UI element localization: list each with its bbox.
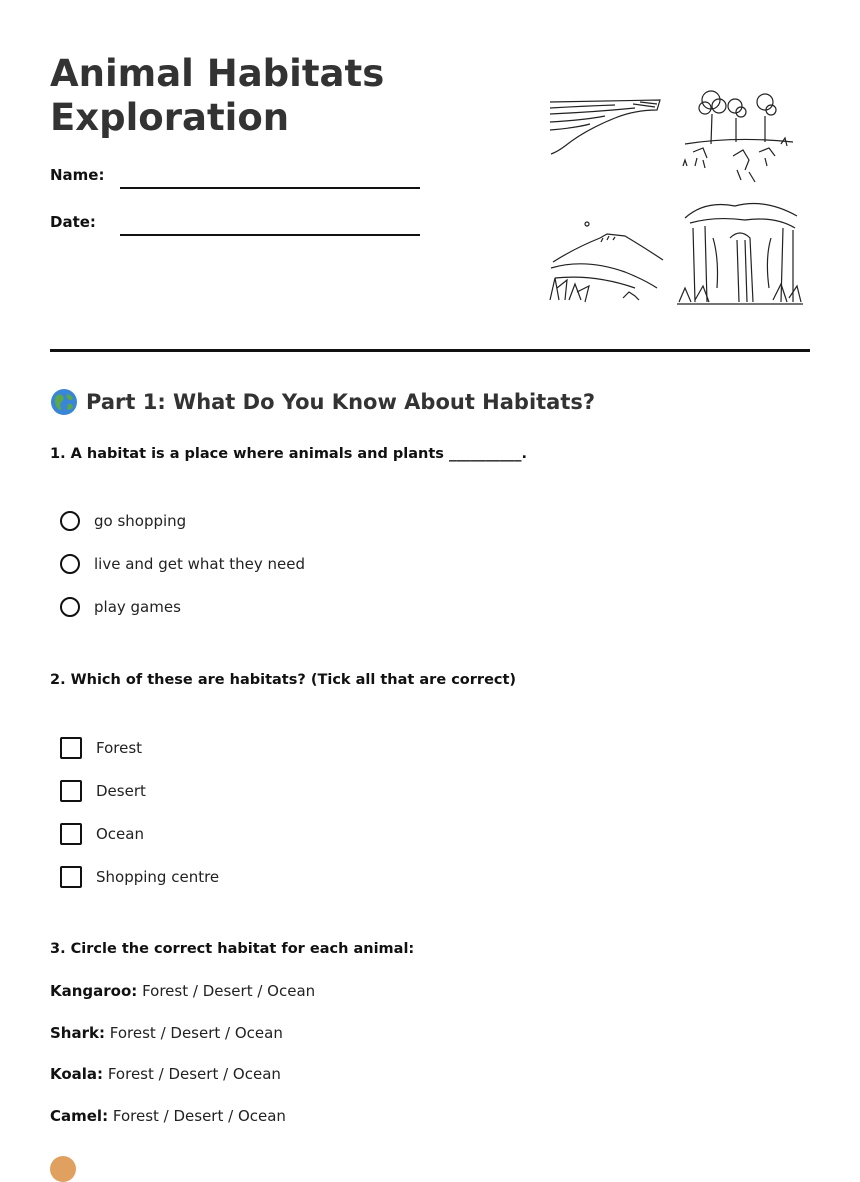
date-field[interactable] [120,234,420,236]
q2-option-1-checkbox[interactable] [60,737,82,759]
q2-option-2-checkbox[interactable] [60,780,82,802]
worksheet-title: Animal Habitats Exploration [50,52,385,139]
q2-option-1[interactable] [60,737,142,759]
habitat-choices[interactable]: Forest / Desert / Ocean [107,1065,281,1083]
q1-option-3-label: play games [94,598,181,616]
part1-heading [50,388,595,416]
q1-option-3-radio[interactable] [60,597,80,617]
habitat-choices[interactable]: Forest / Desert / Ocean [112,1107,286,1125]
grassland-animals-icon [683,91,793,182]
q1-option-3[interactable] [60,597,181,617]
question-3: 3. Circle the correct habitat for each animal: [50,941,415,957]
beach-icon [550,100,660,154]
habitats-illustration [545,88,805,310]
q1-option-1-label: go shopping [94,512,187,530]
animal-name: Koala: [50,1065,104,1083]
animal-name: Shark: [50,1024,105,1042]
q2-option-2-label: Desert [96,782,146,800]
habitat-choices[interactable]: Forest / Desert / Ocean [142,982,316,1000]
animal-row-shark [50,1024,283,1042]
globe-icon [50,388,78,416]
animal-row-kangaroo [50,982,315,1000]
q2-option-2[interactable] [60,780,146,802]
q2-option-4[interactable] [60,866,219,888]
rainforest-waterfall-icon [677,204,803,304]
q1-option-1[interactable] [60,511,186,531]
q2-option-3[interactable] [60,823,144,845]
question-1: 1. A habitat is a place where animals and plants __________. [50,446,527,462]
q1-option-2-radio[interactable] [60,554,80,574]
q2-option-3-label: Ocean [96,825,144,843]
animal-name: Kangaroo: [50,982,138,1000]
q2-option-1-label: Forest [96,739,143,757]
mountain-desert-icon [550,222,663,302]
habitat-choices[interactable]: Forest / Desert / Ocean [109,1024,283,1042]
animal-row-camel [50,1107,286,1125]
part1-title: Part 1: What Do You Know About Habitats? [86,390,596,414]
name-label: Name: [50,166,105,184]
header-divider [50,349,810,352]
name-field[interactable] [120,187,420,189]
date-label: Date: [50,213,96,231]
q1-option-1-radio[interactable] [60,511,80,531]
q2-option-4-label: Shopping centre [96,868,220,886]
q2-option-4-checkbox[interactable] [60,866,82,888]
next-section-icon [50,1156,76,1182]
q2-option-3-checkbox[interactable] [60,823,82,845]
animal-name: Camel: [50,1107,109,1125]
question-2: 2. Which of these are habitats? (Tick all that are correct) [50,672,517,688]
q1-option-2-label: live and get what they need [94,555,305,573]
q1-option-2[interactable] [60,554,305,574]
animal-row-koala [50,1065,281,1083]
